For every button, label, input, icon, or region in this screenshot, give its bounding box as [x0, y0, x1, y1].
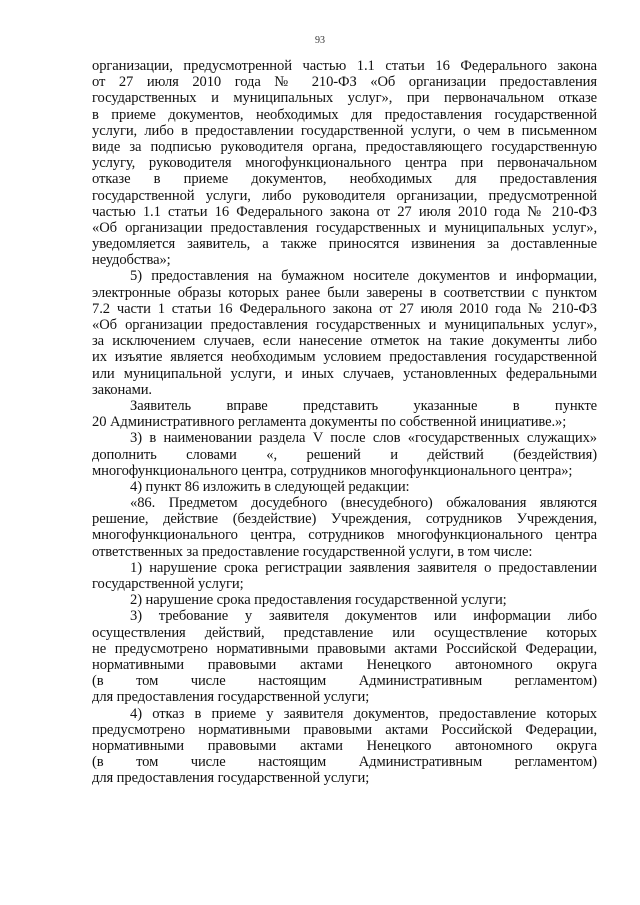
text-line: услуги, либо в предоставлении государственной услуги, о чем в письменном: [92, 122, 597, 139]
text-line: 1) нарушение срока регистрации заявления заявителя о предоставлении: [130, 559, 597, 576]
text-line: 2) нарушение срока предоставления государственной услуги;: [130, 592, 507, 609]
text-line: от 27 июля 2010 года № 210-ФЗ «Об организации предоставления: [92, 74, 597, 91]
text-line: 7.2 части 1 статьи 16 Федерального закона от 27 июля 2010 года № 210-ФЗ: [92, 300, 597, 317]
text-line: 4) пункт 86 изложить в следующей редакции:: [130, 478, 410, 495]
text-line: Заявитель вправе представить указанные в пункте: [130, 397, 597, 414]
text-line: 3) в наименовании раздела V после слов «государственных служащих»: [130, 430, 597, 447]
text-line: услугу, руководителя многофункционального центра при первоначальном: [92, 155, 597, 172]
text-line: 3) требование у заявителя документов или информации либо: [130, 608, 597, 625]
text-line: неудобства»;: [92, 252, 171, 269]
text-line: нормативными правовыми актами Ненецкого автономного округа: [92, 737, 597, 754]
document-body: [92, 58, 597, 786]
text-line: осуществления действий, представление или осуществление которых: [92, 624, 597, 641]
text-line: в приеме документов, необходимых для предоставления государственной: [92, 106, 597, 123]
text-line: 5) предоставления на бумажном носителе документов и информации,: [130, 268, 597, 285]
text-line: 20 Административного регламента документы по собственной инициативе.»;: [92, 414, 567, 431]
text-line: предусмотрено нормативными правовыми актами Российской Федерации,: [92, 721, 597, 738]
text-line: для предоставления государственной услуги;: [92, 770, 370, 787]
text-line: дополнить словами «, решений и действий (бездействия): [92, 446, 597, 463]
text-line: не предусмотрено нормативными правовыми актами Российской Федерации,: [92, 640, 597, 657]
text-line: «Об организации предоставления государственных и муниципальных услуг»,: [92, 317, 597, 333]
text-line: государственной услуги;: [92, 576, 244, 592]
text-line: отказе в приеме документов, необходимых для предоставления: [92, 171, 597, 188]
text-line: за исключением случаев, если нанесение отметок на такие документы либо: [92, 333, 597, 350]
text-line: организации, предусмотренной частью 1.1 статьи 16 Федерального закона: [92, 58, 597, 74]
text-line: для предоставления государственной услуги;: [92, 689, 370, 706]
text-line: государственной услуги, либо руководителя организации, предусмотренной: [92, 187, 597, 204]
text-line: их изъятие является необходимым условием предоставления государственной: [92, 349, 597, 366]
text-line: законами.: [92, 381, 152, 398]
text-line: «Об организации предоставления государственных и муниципальных услуг»,: [92, 219, 597, 236]
text-line: 4) отказ в приеме у заявителя документов, предоставление которых: [130, 705, 597, 722]
text-line: решение, действие (бездействие) Учреждения, сотрудников Учреждения,: [92, 511, 597, 528]
text-line: многофункционального центра, сотрудников многофункционального центра»;: [92, 462, 573, 479]
text-line: (в том числе настоящим Административным регламентом): [92, 673, 597, 690]
text-line: (в том числе настоящим Административным регламентом): [92, 754, 597, 771]
text-line: электронные образы которых ранее были заверены в соответствии с пунктом: [92, 284, 597, 301]
text-line: «86. Предметом досудебного (внесудебного) обжалования являются: [130, 495, 597, 512]
text-line: многофункционального центра, сотрудников многофункционального центра: [92, 527, 597, 544]
text-line: частью 1.1 статьи 16 Федерального закона от 27 июля 2010 года № 210-ФЗ: [92, 203, 597, 220]
text-line: государственных и муниципальных услуг», при первоначальном отказе: [92, 90, 597, 107]
text-line: виде за подписью руководителя органа, предоставляющего государственную: [92, 138, 597, 155]
text-line: уведомляется заявитель, а также приносятся извинения за доставленные: [92, 236, 597, 253]
page-number: 93: [315, 35, 325, 46]
text-line: ответственных за предоставление государственной услуги, в том числе:: [92, 543, 533, 560]
text-line: нормативными правовыми актами Ненецкого автономного округа: [92, 656, 597, 673]
text-line: или муниципальной услуги, и иных случаев, установленных федеральными: [92, 365, 597, 382]
